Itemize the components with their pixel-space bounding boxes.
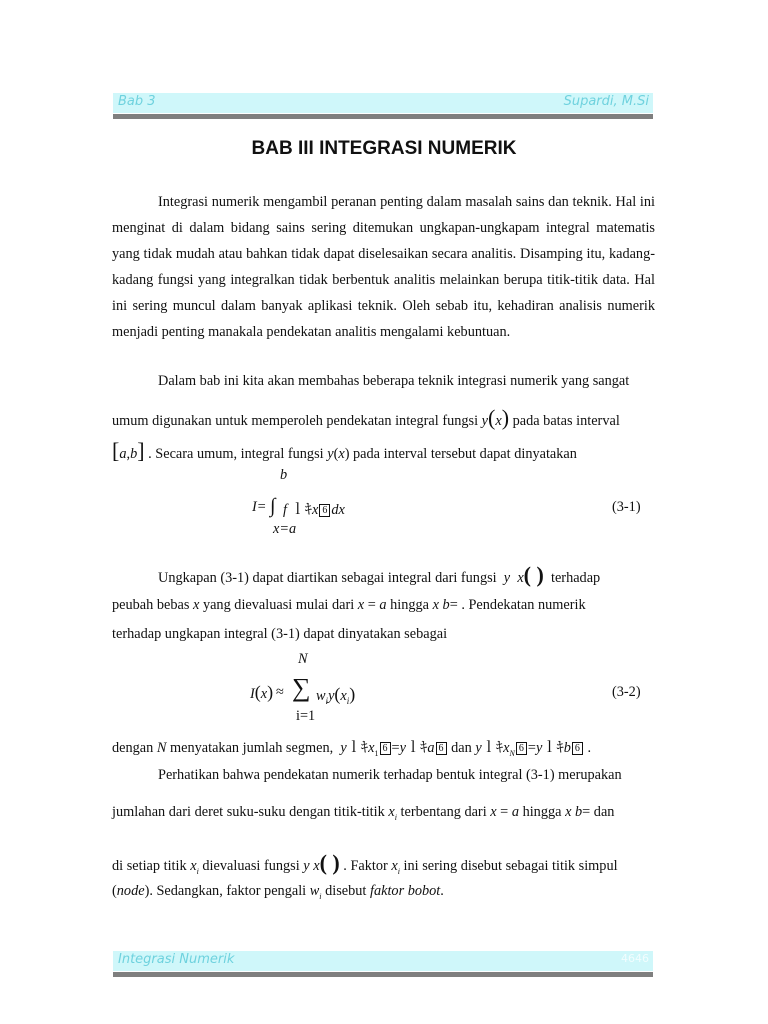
footer-band	[113, 951, 653, 971]
paragraph4-line2: jumlahan dari deret suku-suku dengan titik-titik $x_i$ terbentang dari x = a hingga x b= dan	[112, 804, 615, 822]
text: disebut	[325, 883, 367, 899]
text: menyatakan jumlah segmen,	[170, 740, 334, 756]
paragraph4-line1: Perhatikan bahwa pendekatan numerik terhadap bentuk integral (3-1) merupakan	[158, 767, 622, 783]
text: hingga	[522, 804, 562, 820]
segment-line: dengan N menyatakan jumlah segmen, yｌｷ$x_1$ 6 =yｌｷa 6 dan yｌｷ$x_N$ 6 =yｌｷb 6 .	[112, 740, 592, 758]
header-author: Supardi, M.Si	[563, 94, 649, 109]
header-band	[113, 93, 653, 113]
text: hingga	[390, 597, 430, 613]
paragraph2-line2: umum digunakan untuk memperoleh pendekatan integral fungsi y(x) pada batas interval	[112, 405, 620, 430]
text: pada batas interval	[512, 413, 620, 429]
chapter-title: BAB III INTEGRASI NUMERIK	[251, 138, 517, 159]
text: node	[116, 883, 145, 899]
paragraph3-line2: peubah bebas x yang dievaluasi mulai dari x = a hingga x b= . Pendekatan numerik	[112, 597, 586, 613]
paragraph2-line3: [a,b] . Secara umum, integral fungsi y(x) pada interval tersebut dapat dinyatakan	[112, 438, 577, 463]
text: . Faktor	[343, 858, 388, 874]
sum-upper-limit: N	[298, 651, 308, 667]
paragraph4-line4: (node). Sedangkan, faktor pengali $w_i$ disebut faktor bobot.	[112, 883, 444, 901]
text: dan	[593, 804, 615, 820]
text: yang dievaluasi mulai dari	[202, 597, 355, 613]
sigma-sign: ∑	[292, 673, 311, 702]
equation-lhs-2: I(x)	[250, 682, 274, 702]
text: dan	[451, 740, 472, 756]
page-number: 4646	[621, 952, 649, 965]
text: pada interval tersebut dapat dinyatakan	[353, 446, 577, 462]
header-chapter: Bab 3	[118, 94, 156, 109]
footer-chapter-name: Integrasi Numerik	[118, 952, 235, 967]
paragraph2-line1: Dalam bab ini kita akan membahas beberapa teknik integrasi numerik yang sangat	[158, 373, 630, 389]
text: Ungkapan (3-1) dapat diartikan sebagai integral dari fungsi	[158, 570, 497, 586]
text: .	[440, 883, 444, 899]
paragraph3-line3: terhadap ungkapan integral (3-1) dapat dinyatakan sebagai	[112, 626, 448, 642]
sum-terms: $w_iy(x_i)$	[316, 684, 356, 706]
text: terhadap	[550, 570, 601, 586]
integral-sign: ∫	[270, 495, 276, 517]
paragraph-intro: Integrasi numerik mengambil peranan penting dalam masalah sains dan teknik. Hal ini menginat di dalam bidang sains sering ditemukan ungkapan-ungkapam integral matematis yang tidak mudah atau bahkan tidak dapat diselesaikan secara analitis. Disamping itu, kadang-kadang fungsi yang integralkan tidak berbentuk analitis melainkan berupa titik-titik data. Hal ini sering muncul dalam banyak aplikasi teknik. Oleh sebab itu, kehadiran analisis numerik menjadi penting manakala pendekatan analitis mengalami kebuntuan.	[112, 194, 655, 340]
footer-rule	[113, 972, 653, 977]
integrand: f ｌｷx 6 dx	[283, 502, 345, 518]
sum-lower-limit: i=1	[296, 708, 316, 724]
integral-lower-limit: x=a	[273, 521, 297, 537]
text: jumlahan dari deret suku-suku dengan titik-titik	[112, 804, 385, 820]
text: dievaluasi fungsi	[202, 858, 300, 874]
text: di setiap titik	[112, 858, 187, 874]
text: . Pendekatan numerik	[461, 597, 586, 613]
paragraph4-line3: di setiap titik $x_i$ dievaluasi fungsi y x( ) . Faktor $x_i$ ini sering disebut sebagai titik simpul	[112, 850, 618, 876]
text: dengan	[112, 740, 154, 756]
text: terbentang dari	[400, 804, 487, 820]
text: f	[283, 502, 287, 518]
text: umum digunakan untuk memperoleh pendekatan integral fungsi	[112, 413, 479, 429]
equation-lhs: I=	[252, 499, 267, 515]
equation-number-3-1: (3-1)	[612, 499, 641, 515]
approx-sign: ≈	[276, 684, 284, 700]
equation-number-3-2: (3-2)	[612, 684, 641, 700]
paragraph3-line1: Ungkapan (3-1) dapat diartikan sebagai integral dari fungsi y x( ) terhadap	[158, 562, 601, 587]
text: faktor bobot	[369, 883, 441, 899]
text: ini sering disebut sebagai titik simpul	[403, 858, 618, 874]
header-rule	[113, 114, 653, 119]
text: N	[156, 740, 167, 756]
text: peubah bebas	[112, 597, 190, 613]
integral-upper-limit: b	[280, 467, 288, 483]
text: ). Sedangkan, faktor pengali	[144, 883, 307, 899]
text: . Secara umum, integral fungsi	[148, 446, 324, 462]
text: (	[112, 883, 117, 899]
